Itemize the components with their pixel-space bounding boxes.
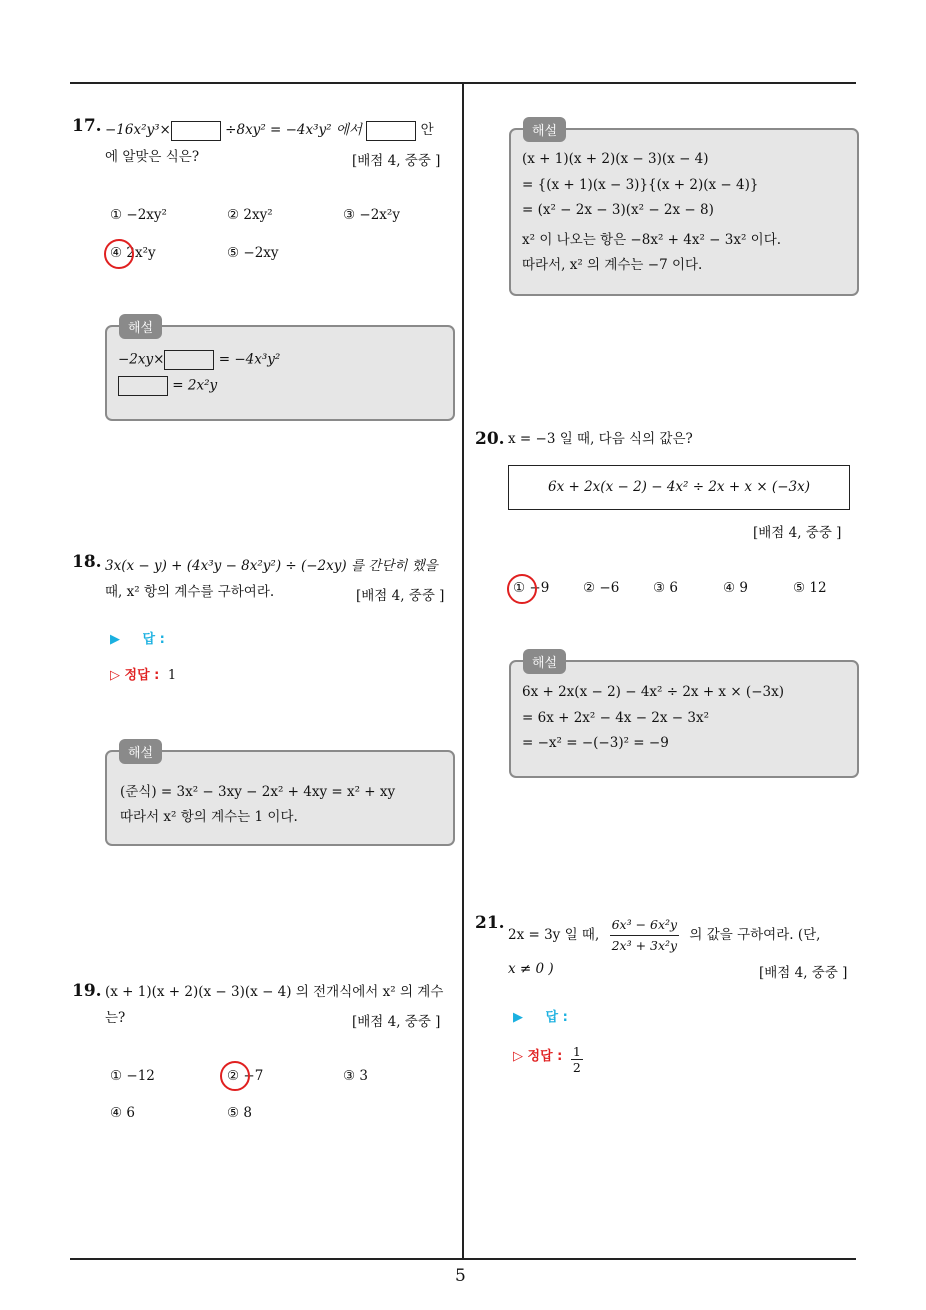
- q17-ex-a: −2xy×: [118, 351, 165, 368]
- q20-explanation-line2: = 6x + 2x² − 4x − 2x − 3x²: [522, 710, 710, 726]
- q17-explanation-line2: [118, 376, 217, 396]
- bottom-rule: [70, 1258, 856, 1260]
- q20-expression-box: [508, 465, 850, 510]
- q18-answer-label: 답 :: [142, 632, 165, 647]
- q17-blank-1: [171, 121, 221, 141]
- q21-correct-fraction: [571, 1044, 583, 1075]
- q17-explanation-box: [105, 325, 455, 421]
- q20-expression: 6x + 2x(x − 2) − 4x² ÷ 2x + x × (−3x): [548, 479, 810, 495]
- q21-correct-row: [513, 1044, 583, 1075]
- q21-fraction: [610, 915, 680, 956]
- q17-choice-3[interactable]: ③ −2x²y: [343, 207, 400, 223]
- q18-explanation-line2: 따라서 x² 항의 계수는 1 이다.: [120, 809, 298, 825]
- q17-ex-blank-2: [118, 376, 168, 396]
- q17-expr-b: ÷8xy² = −4x³y² 에서: [225, 122, 362, 138]
- q18-text-line2: 때, x² 항의 계수를 구하여라.: [105, 584, 275, 600]
- q21-frac-den: 2x³ + 3x²y: [611, 938, 678, 953]
- q20-explanation-tag: 해설: [523, 649, 566, 674]
- page-number: 5: [455, 1266, 466, 1286]
- q20-choice-3[interactable]: ③ 6: [653, 580, 678, 596]
- q21-correct-num: 1: [572, 1044, 581, 1059]
- column-divider: [462, 82, 464, 1260]
- q20-choice-5[interactable]: ⑤ 12: [793, 580, 827, 596]
- q20-explanation-line3: = −x² = −(−3)² = −9: [522, 735, 669, 751]
- q19-text-line2: 는?: [105, 1010, 126, 1026]
- q20-answer-mark-icon: [507, 574, 537, 604]
- q21-answer-label: 답 :: [545, 1010, 568, 1025]
- q19-explanation-line4: x² 이 나오는 항은 −8x² + 4x² − 3x² 이다.: [522, 232, 782, 248]
- q20-score: [배점 4, 중중 ]: [753, 525, 842, 541]
- q18-correct-label: 정답 :: [124, 668, 160, 683]
- q21-answer-row: [513, 1006, 568, 1025]
- q19-explanation-line3: = (x² − 2x − 3)(x² − 2x − 8): [522, 202, 714, 218]
- q17-score: [배점 4, 중중 ]: [352, 153, 441, 169]
- q19-choice-4[interactable]: ④ 6: [110, 1105, 135, 1121]
- q17-choice-4[interactable]: ④ 2x²y: [110, 245, 156, 261]
- q21-expr-a: 2x = 3y 일 때,: [508, 927, 600, 943]
- q18-score: [배점 4, 중중 ]: [356, 588, 445, 604]
- q17-text-line2: 에 알맞은 식은?: [105, 149, 200, 165]
- q21-number: 21.: [475, 913, 505, 933]
- q18-explanation-tag: 해설: [119, 739, 162, 764]
- q17-explanation-line1: [118, 350, 280, 370]
- q21-text-line1: [508, 915, 820, 956]
- triangle-outline-icon: ▷: [110, 668, 120, 683]
- q19-score: [배점 4, 중중 ]: [352, 1014, 441, 1030]
- q19-choice-5[interactable]: ⑤ 8: [227, 1105, 252, 1121]
- q19-explanation-line5: 따라서, x² 의 계수는 −7 이다.: [522, 257, 703, 273]
- q19-choice-2[interactable]: ② −7: [227, 1068, 264, 1084]
- q20-choice-4[interactable]: ④ 9: [723, 580, 748, 596]
- q17-ex-blank-1: [164, 350, 214, 370]
- q18-correct-row: [110, 664, 176, 683]
- q17-choice-5[interactable]: ⑤ −2xy: [227, 245, 279, 261]
- q21-text-line2: x ≠ 0 ): [508, 961, 554, 977]
- q18-explanation-line1: (준식) = 3x² − 3xy − 2x² + 4xy = x² + xy: [120, 784, 396, 800]
- q20-number: 20.: [475, 429, 505, 449]
- q21-correct-label: 정답 :: [527, 1049, 563, 1064]
- q20-text-line1: x = −3 일 때, 다음 식의 값은?: [508, 431, 693, 447]
- q17-ex-c: = 2x²y: [172, 377, 218, 394]
- triangle-outline-icon: ▷: [513, 1049, 523, 1064]
- q19-explanation-tag: 해설: [523, 117, 566, 142]
- q19-explanation-line2: = {(x + 1)(x − 3)}{(x + 2)(x − 4)}: [522, 177, 759, 193]
- q20-choice-2[interactable]: ② −6: [583, 580, 620, 596]
- play-icon: ▶: [513, 1010, 523, 1025]
- q17-blank-2: [366, 121, 416, 141]
- q18-number: 18.: [72, 552, 102, 572]
- q17-ex-b: = −4x³y²: [218, 351, 281, 368]
- q21-score: [배점 4, 중중 ]: [759, 965, 848, 981]
- q18-correct-value: 1: [167, 668, 177, 683]
- q21-frac-num: 6x³ − 6x²y: [610, 915, 680, 936]
- q18-answer-row: [110, 628, 165, 647]
- play-icon: ▶: [110, 632, 120, 647]
- q19-explanation-line1: (x + 1)(x + 2)(x − 3)(x − 4): [522, 151, 709, 167]
- q19-number: 19.: [72, 981, 102, 1001]
- q17-expr-a: −16x²y³×: [105, 122, 171, 138]
- q20-explanation-line1: 6x + 2x(x − 2) − 4x² ÷ 2x + x × (−3x): [522, 684, 784, 700]
- q21-expr-b: 의 값을 구하여라. (단,: [689, 927, 821, 943]
- q19-choice-1[interactable]: ① −12: [110, 1068, 155, 1084]
- q19-text-line1: (x + 1)(x + 2)(x − 3)(x − 4) 의 전개식에서 x² 의 계수: [105, 984, 444, 1000]
- q18-text-line1: 3x(x − y) + (4x³y − 8x²y²) ÷ (−2xy) 를 간단히 했을: [105, 558, 438, 574]
- q19-choice-3[interactable]: ③ 3: [343, 1068, 368, 1084]
- q17-choice-2[interactable]: ② 2xy²: [227, 207, 273, 223]
- q17-answer-mark-icon: [104, 239, 134, 269]
- q20-choice-1[interactable]: ① −9: [513, 580, 550, 596]
- q17-number: 17.: [72, 116, 102, 136]
- q17-choice-1[interactable]: ① −2xy²: [110, 207, 167, 223]
- q17-explanation-tag: 해설: [119, 314, 162, 339]
- q19-answer-mark-icon: [220, 1061, 250, 1091]
- q17-text-line1: [105, 116, 434, 144]
- q21-correct-den: 2: [572, 1060, 581, 1075]
- q17-expr-c: 안: [420, 122, 434, 138]
